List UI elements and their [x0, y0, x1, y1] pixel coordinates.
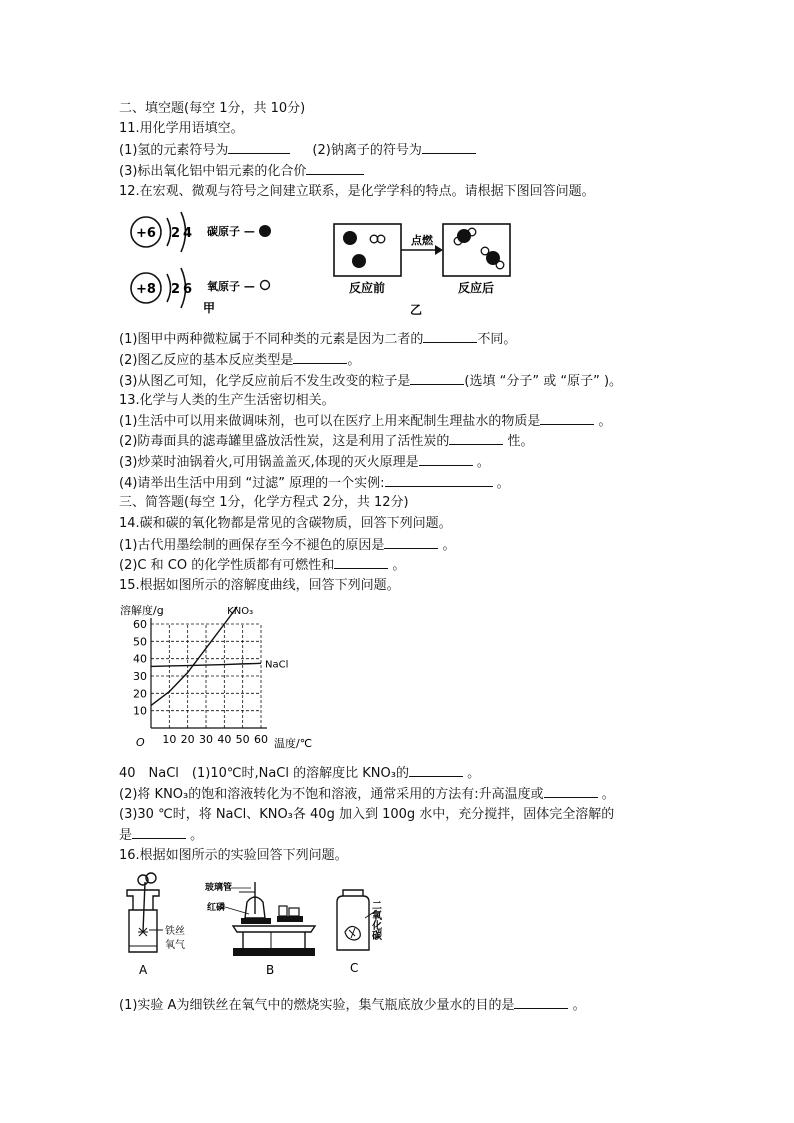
y-tick-label: 20 [133, 687, 147, 701]
q11-p2: (2)钠离子的符号为 [312, 143, 422, 158]
q15-line2 [119, 785, 615, 803]
q11-p3-blank[interactable] [306, 162, 364, 175]
q12-stem: 12.在宏观、微观与符号之间建立联系，是化学学科的特点。请根据下图回答问题。 [119, 184, 595, 199]
x-tick-label: 10 [162, 733, 177, 746]
q12-p3-text: (3)从图乙可知，化学反应前后不发生改变的粒子是 [119, 374, 411, 389]
experiment-a-bottle [127, 873, 159, 952]
q15-stem: 15.根据如图所示的溶解度曲线，回答下列问题。 [119, 578, 400, 593]
section-2-title: 二、填空题(每空 1分，共 10分) [119, 101, 306, 116]
oxygen-shell-1: 2 [171, 282, 181, 297]
q11-p1: (1)氢的元素符号为 [119, 143, 229, 158]
carbon-atom-symbol [259, 225, 271, 237]
chart-ylabel: 溶解度/g [120, 604, 164, 617]
q13-p3-blank[interactable] [419, 453, 473, 466]
q13-stem: 13.化学与人类的生产生活密切相关。 [119, 393, 335, 408]
q12-p2-tail: 。 [347, 353, 361, 368]
experiment-c-caption: C [350, 961, 359, 975]
carbon-nucleus: +6 [136, 226, 156, 241]
q11-line2 [119, 162, 364, 180]
section-3-title: 三、简答题(每空 1分，化学方程式 2分，共 12分) [119, 495, 409, 510]
oxygen-label: 氧气 [165, 940, 185, 951]
series-label: NaCl [265, 659, 289, 671]
q16-stem: 16.根据如图所示的实验回答下列问题。 [119, 848, 348, 863]
q13-line2 [119, 432, 534, 450]
solubility-chart [118, 600, 328, 756]
q12-figure [119, 204, 519, 322]
q13-p4-blank[interactable] [385, 474, 493, 487]
y-tick-label: 40 [133, 652, 147, 666]
q13-p4-text: (4)请举出生活中用到 “过滤” 原理的一个实例: [119, 476, 385, 491]
q14-line2 [119, 556, 405, 574]
q11-stem: 11.用化学用语填空。 [119, 121, 244, 136]
q15-p2-text: (2)将 KNO₃的饱和溶液转化为不饱和溶液，通常采用的方法有:升高温度或 [119, 787, 544, 802]
q15-p3-blank[interactable] [132, 826, 186, 839]
q14-p2-blank[interactable] [334, 556, 388, 569]
q14-line1 [119, 536, 456, 554]
q14-p1-text: (1)古代用墨绘制的画保存至今不褪色的原因是 [119, 538, 385, 553]
q12-p1-blank[interactable] [423, 330, 477, 343]
q13-p1-blank[interactable] [540, 412, 594, 425]
q14-p2-text: (2)C 和 CO 的化学性质都有可燃性和 [119, 558, 335, 573]
x-tick-label: 30 [199, 733, 213, 746]
q11-p2-blank[interactable] [422, 141, 476, 154]
q15-p1-text: 40 NaCl (1)10℃时,NaCl 的溶解度比 KNO₃的 [119, 766, 409, 781]
q16-figure [119, 872, 389, 982]
x-tick-label: 40 [217, 733, 232, 746]
q13-p1-text: (1)生活中可以用来做调味剂，也可以在医疗上用来配制生理盐水的物质是 [119, 414, 541, 429]
q13-p4-tail: 。 [492, 476, 510, 491]
q15-p1-blank[interactable] [409, 764, 463, 777]
q13-p2-blank[interactable] [449, 432, 503, 445]
glass-tube-label: 玻璃管 [205, 883, 233, 893]
oxygen-atom-symbol [261, 281, 270, 290]
q12-p1-text: (1)图甲中两种微粒属于不同种类的元素是因为二者的 [119, 332, 424, 347]
q15-p2-tail: 。 [597, 787, 615, 802]
q11-p1-blank[interactable] [228, 141, 290, 154]
q14-p2-tail: 。 [388, 558, 406, 573]
co2-label: 二氧化碳 [369, 900, 381, 940]
q12-p1-tail: 不同。 [477, 332, 517, 347]
q11-p3: (3)标出氧化铝中铝元素的化合价 [119, 164, 307, 179]
before-box [334, 224, 401, 276]
q12-p3-blank[interactable] [410, 372, 464, 385]
carbon-atom-diagram [131, 212, 192, 252]
q12-p2-text: (2)图乙反应的基本反应类型是 [119, 353, 294, 368]
panel-jia-label: 甲 [203, 301, 216, 315]
experiment-c-jar [337, 890, 369, 950]
x-tick-label: 20 [180, 733, 195, 746]
oxygen-atom-diagram [131, 268, 192, 308]
q15-p3-tail: 。 [186, 828, 204, 843]
q13-p1-tail: 。 [594, 414, 612, 429]
q14-p1-blank[interactable] [384, 536, 438, 549]
q15-line3: (3)30 ℃时，将 NaCl、KNO₃各 40g 加入到 100g 水中，充分搅拌，固体完全溶解的 [119, 807, 615, 822]
oxygen-nucleus: +8 [136, 282, 156, 297]
q15-p2-blank[interactable] [544, 785, 598, 798]
series-label: KNO₃ [227, 606, 254, 617]
q15-line1 [119, 764, 480, 782]
q12-p3-tail: (选填 “分子” 或 “原子” )。 [464, 374, 623, 389]
q13-p3-tail: 。 [472, 455, 490, 470]
y-tick-label: 10 [133, 704, 147, 718]
q16-line1 [119, 996, 586, 1014]
y-tick-label: 30 [133, 670, 147, 683]
q11-line1 [119, 141, 476, 159]
q13-line4 [119, 474, 510, 492]
red-phosphorus-label: 红磷 [207, 903, 226, 913]
carbon-shell-1: 2 [171, 226, 181, 241]
q15-line4 [119, 826, 203, 844]
q13-line1 [119, 412, 612, 430]
carbon-atom-label: 碳原子 — [207, 225, 255, 238]
q12-p2-blank[interactable] [293, 351, 347, 364]
q16-p1-tail: 。 [568, 998, 586, 1013]
chart-origin: O [136, 736, 145, 749]
experiment-b-caption: B [266, 963, 275, 977]
q13-p2-text: (2)防毒面具的滤毒罐里盛放活性炭，这是利用了活性炭的 [119, 434, 450, 449]
q12-line2 [119, 351, 360, 369]
arrow-label: 点燃 [411, 234, 433, 247]
q16-p1-text: (1)实验 A为细铁丝在氧气中的燃烧实验，集气瓶底放少量水的目的是 [119, 998, 515, 1013]
chart-xlabel: 温度/℃ [274, 737, 313, 750]
q15-p3-text: 是 [119, 828, 133, 843]
before-label: 反应前 [348, 281, 386, 295]
y-tick-label: 50 [133, 635, 147, 649]
q13-p2-tail: 性。 [503, 434, 534, 449]
experiment-b-balance [233, 882, 315, 956]
y-tick-label: 60 [133, 618, 147, 631]
q13-p3-text: (3)炒菜时油锅着火,可用锅盖盖灭,体现的灭火原理是 [119, 455, 419, 470]
carbon-shell-2: 4 [183, 226, 193, 241]
q13-line3 [119, 453, 490, 471]
q15-p1-tail: 。 [462, 766, 481, 781]
x-tick-label: 50 [235, 733, 250, 746]
experiment-a-caption: A [139, 963, 148, 977]
oxygen-atom-label: 氧原子 — [207, 280, 255, 293]
q14-p1-tail: 。 [438, 538, 456, 553]
iron-wire-label: 铁丝 [165, 926, 185, 937]
panel-yi-label: 乙 [409, 303, 423, 317]
q12-line1 [119, 330, 516, 348]
q12-line3 [119, 372, 622, 390]
x-tick-label: 60 [254, 733, 268, 746]
q14-stem: 14.碳和碳的氧化物都是常见的含碳物质，回答下列问题。 [119, 516, 452, 531]
after-label: 反应后 [457, 281, 495, 295]
oxygen-shell-2: 6 [183, 282, 193, 297]
q16-p1-blank[interactable] [514, 996, 568, 1009]
